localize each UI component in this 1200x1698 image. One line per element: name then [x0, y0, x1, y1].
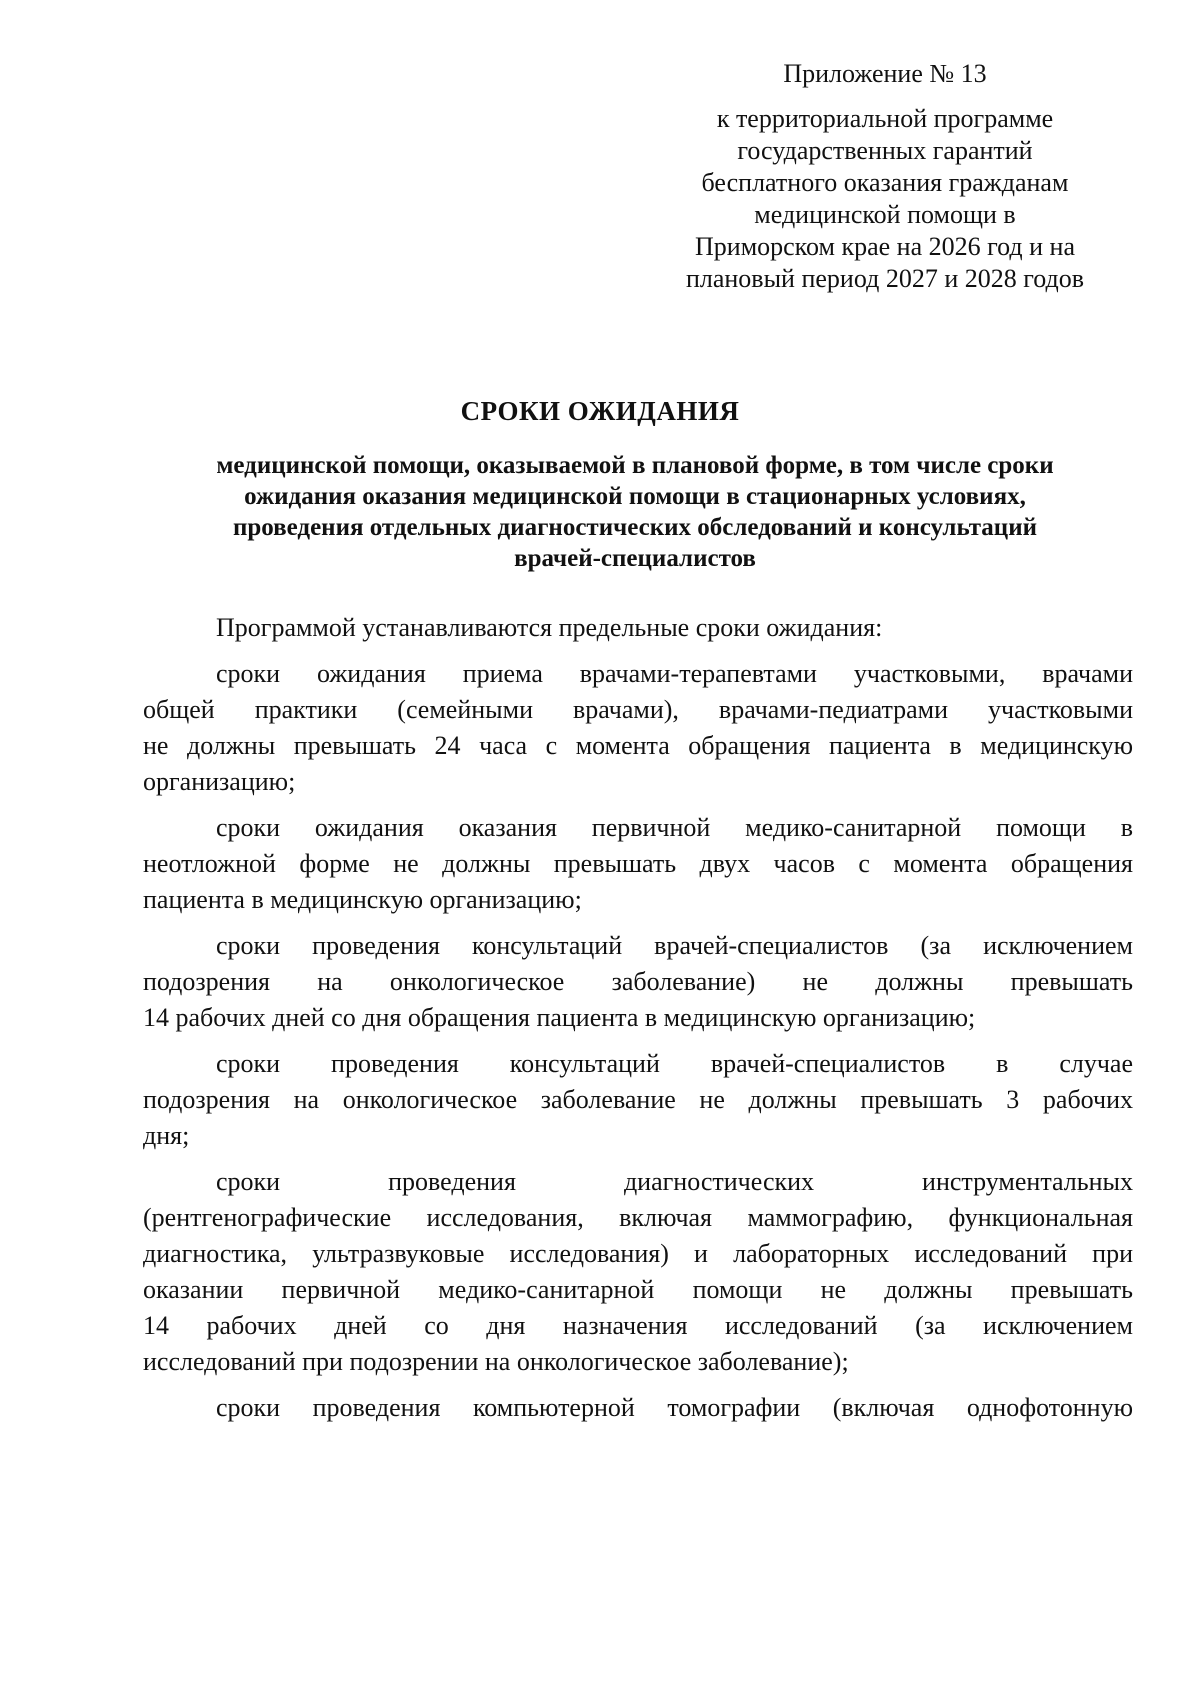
document-body — [143, 610, 1133, 1436]
text-line: сроки проведения компьютерной томографии (включая однофотонную — [216, 1393, 1133, 1422]
text-line: подозрения на онкологическое заболевание) не должны превышать — [143, 967, 1133, 996]
paragraph-therapist-wait — [143, 656, 1133, 800]
text-line: организацию; — [143, 767, 296, 796]
subtitle-line: медицинской помощи, оказываемой в плановой форме, в том числе сроки — [216, 452, 1054, 479]
text-line: сроки проведения консультаций врачей-специалистов (за исключением — [216, 931, 1133, 960]
text-line: (рентгенографические исследования, включая маммографию, функциональная — [143, 1203, 1133, 1232]
paragraph-oncology-consult — [143, 1046, 1133, 1154]
text-line: пациента в медицинскую организацию; — [143, 885, 582, 914]
paragraph-specialist-consult — [143, 928, 1133, 1036]
appendix-line: бесплатного оказания гражданам — [701, 168, 1069, 197]
text-line: 14 рабочих дней со дня назначения исследований (за исключением — [143, 1311, 1133, 1340]
text-line: сроки ожидания оказания первичной медико-санитарной помощи в — [216, 813, 1133, 842]
paragraph-ct — [143, 1390, 1133, 1426]
document-title: СРОКИ ОЖИДАНИЯ — [460, 396, 740, 426]
appendix-number: Приложение № 13 — [783, 59, 987, 88]
appendix-line: медицинской помощи в — [754, 200, 1016, 229]
paragraph-urgent-care — [143, 810, 1133, 918]
text-line: оказании первичной медико-санитарной помощи не должны превышать — [143, 1275, 1133, 1304]
paragraph-intro — [143, 610, 1133, 646]
document-subtitle — [140, 450, 1130, 574]
paragraph-diagnostics — [143, 1164, 1133, 1380]
appendix-line: к территориальной программе — [716, 104, 1054, 133]
text-line: дня; — [143, 1121, 190, 1150]
appendix-line: государственных гарантий — [737, 136, 1033, 165]
subtitle-line: ожидания оказания медицинской помощи в стационарных условиях, — [244, 483, 1026, 510]
appendix-line: Приморском крае на 2026 год и на — [695, 232, 1075, 261]
text-line: сроки проведения диагностических инструментальных — [216, 1167, 1133, 1196]
appendix-line: плановый период 2027 и 2028 годов — [685, 264, 1085, 293]
text-line: Программой устанавливаются предельные сроки ожидания: — [216, 613, 883, 642]
subtitle-line: проведения отдельных диагностических обследований и консультаций — [232, 514, 1038, 541]
appendix-header — [640, 58, 1130, 295]
text-line: исследований при подозрении на онкологическое заболевание); — [143, 1347, 849, 1376]
subtitle-line: врачей-специалистов — [514, 545, 756, 572]
text-line: 14 рабочих дней со дня обращения пациента в медицинскую организацию; — [143, 1003, 976, 1032]
text-line: неотложной форме не должны превышать двух часов с момента обращения — [143, 849, 1133, 878]
text-line: подозрения на онкологическое заболевание не должны превышать 3 рабочих — [143, 1085, 1133, 1114]
text-line: диагностика, ультразвуковые исследования) и лабораторных исследований при — [143, 1239, 1133, 1268]
text-line: не должны превышать 24 часа с момента обращения пациента в медицинскую — [143, 731, 1133, 760]
text-line: общей практики (семейными врачами), врачами-педиатрами участковыми — [143, 695, 1133, 724]
text-line: сроки проведения консультаций врачей-специалистов в случае — [216, 1049, 1133, 1078]
text-line: сроки ожидания приема врачами-терапевтами участковыми, врачами — [216, 659, 1133, 688]
